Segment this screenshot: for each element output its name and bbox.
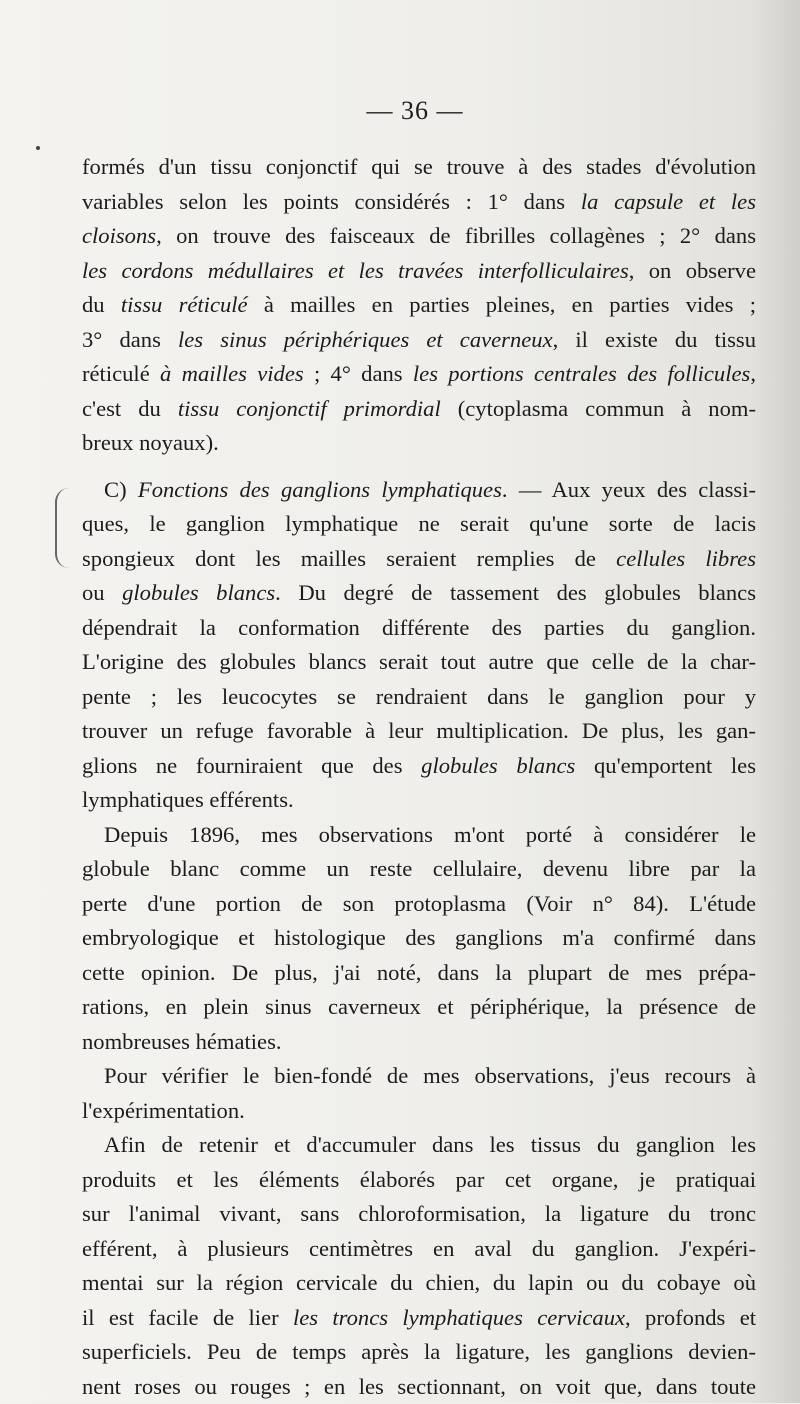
text-line: C) Fonctions des ganglions lymphatiques. — Aux yeux des classi-	[82, 473, 756, 508]
text-line: il est facile de lier les troncs lymphatiques cervicaux, profonds et	[82, 1301, 756, 1336]
text-line: formés d'un tissu conjonctif qui se trouve à des stades d'évolution	[82, 150, 756, 185]
text-line: spongieux dont les mailles seraient remplies de cellules libres	[82, 542, 756, 577]
text-line: sur l'animal vivant, sans chloroformisation, la ligature du tronc	[82, 1197, 756, 1232]
ink-dot	[36, 146, 40, 150]
text-line: mentai sur la région cervicale du chien, du lapin ou du cobaye où	[82, 1266, 756, 1301]
body-text	[82, 150, 756, 1404]
text-line: L'origine des globules blancs serait tout autre que celle de la char-	[82, 645, 756, 680]
text-line: embryologique et histologique des ganglions m'a confirmé dans	[82, 921, 756, 956]
text-line: cette opinion. De plus, j'ai noté, dans la plupart de mes prépa-	[82, 956, 756, 991]
text-line: globule blanc comme un reste cellulaire, devenu libre par la	[82, 852, 756, 887]
paragraph-gap	[82, 461, 756, 473]
margin-bracket-mark	[55, 488, 73, 568]
text-line: Afin de retenir et d'accumuler dans les tissus du ganglion les	[82, 1128, 756, 1163]
text-line: trouver un refuge favorable à leur multiplication. De plus, les gan-	[82, 714, 756, 749]
text-line: perte d'une portion de son protoplasma (Voir n° 84). L'étude	[82, 887, 756, 922]
text-line: réticulé à mailles vides ; 4° dans les portions centrales des follicules,	[82, 357, 756, 392]
text-line: produits et les éléments élaborés par cet organe, je pratiquai	[82, 1163, 756, 1198]
text-line: Depuis 1896, mes observations m'ont porté à considérer le	[82, 818, 756, 853]
text-line: variables selon les points considérés : 1° dans la capsule et les	[82, 185, 756, 220]
text-line: nombreuses hématies.	[82, 1025, 756, 1060]
text-line: les cordons médullaires et les travées interfolliculaires, on observe	[82, 254, 756, 289]
text-line: breux noyaux).	[82, 426, 756, 461]
text-line: glions ne fourniraient que des globules blancs qu'emportent les	[82, 749, 756, 784]
text-line: l'expérimentation.	[82, 1094, 756, 1129]
text-line: c'est du tissu conjonctif primordial (cytoplasma commun à nom-	[82, 392, 756, 427]
text-line: cloisons, on trouve des faisceaux de fibrilles collagènes ; 2° dans	[82, 219, 756, 254]
text-line: rations, en plein sinus caverneux et périphérique, la présence de	[82, 990, 756, 1025]
text-line: ques, le ganglion lymphatique ne serait qu'une sorte de lacis	[82, 507, 756, 542]
page-number: — 36 —	[0, 96, 800, 126]
text-line: Pour vérifier le bien-fondé de mes observations, j'eus recours à	[82, 1059, 756, 1094]
text-line: pente ; les leucocytes se rendraient dans le ganglion pour y	[82, 680, 756, 715]
text-line: dépendrait la conformation différente des parties du ganglion.	[82, 611, 756, 646]
text-line: efférent, à plusieurs centimètres en aval du ganglion. J'expéri-	[82, 1232, 756, 1267]
text-line: lymphatiques efférents.	[82, 783, 756, 818]
text-line: superficiels. Peu de temps après la ligature, les ganglions devien-	[82, 1335, 756, 1370]
text-line: 3° dans les sinus périphériques et caverneux, il existe du tissu	[82, 323, 756, 358]
text-line: nent roses ou rouges ; en les sectionnant, on voit que, dans toute	[82, 1370, 756, 1404]
text-line: ou globules blancs. Du degré de tassement des globules blancs	[82, 576, 756, 611]
text-line: du tissu réticulé à mailles en parties pleines, en parties vides ;	[82, 288, 756, 323]
